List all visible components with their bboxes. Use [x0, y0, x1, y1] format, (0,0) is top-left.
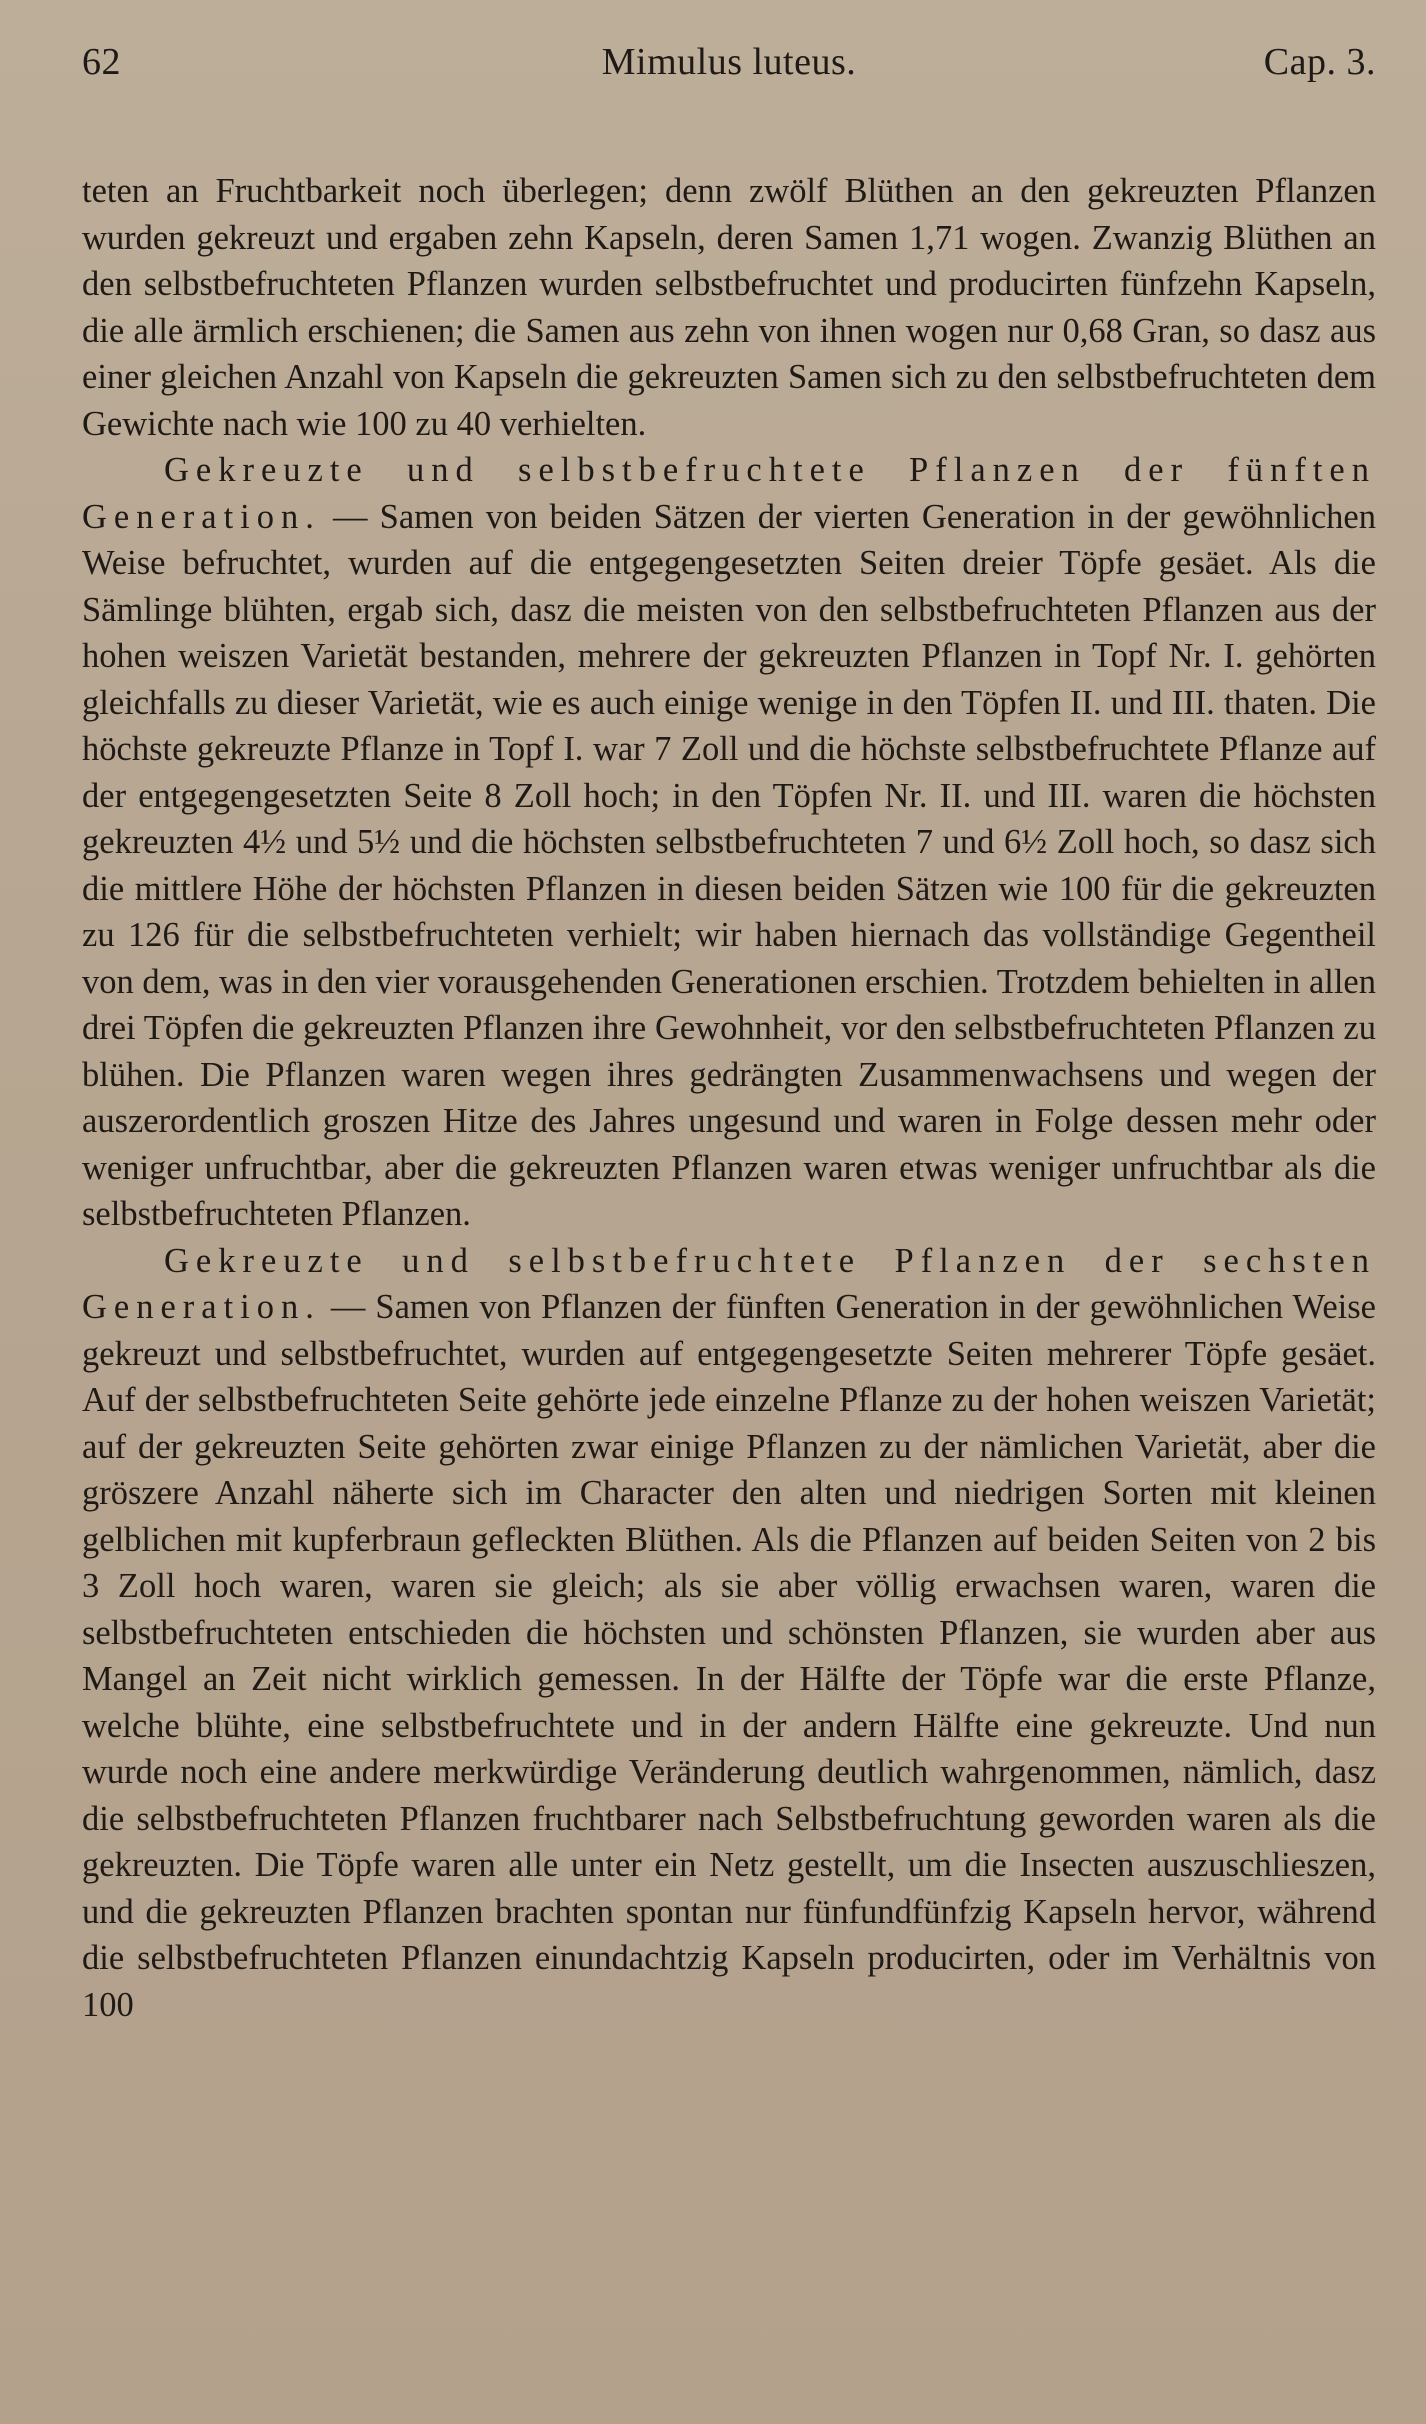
body-text — [82, 168, 1376, 2028]
paragraph-continuation — [82, 168, 1376, 447]
paragraph-text: teten an Fruchtbarkeit noch überlegen; denn zwölf Blüthen an den gekreuzten Pflanzen wurden gekreuzt und ergaben zehn Kapseln, deren Samen 1,71 wogen. Zwanzig Blüthen an den selbstbefruchteten Pflanzen wurden selbstbefruchtet und producirten fünfzehn Kapseln, die alle ärmlich erschienen; die Samen aus zehn von ihnen wogen nur 0,68 Gran, so dasz aus einer gleichen Anzahl von Kapseln die gekreuzten Samen sich zu den selbstbefruchteten dem Gewichte nach wie 100 zu 40 verhielten. — [82, 172, 1376, 443]
paragraph-fifth-generation — [82, 447, 1376, 1238]
section-heading: Gekreuzte und selbstbefruchtete Pflanzen der fünften Generation. — [82, 451, 1376, 536]
running-header — [82, 32, 1376, 92]
paragraph-sixth-generation — [82, 1238, 1376, 2029]
paragraph-text: — Samen von beiden Sätzen der vierten Generation in der gewöhnlichen Weise befruchtet, wurden auf die entgegengesetzten Seiten dreier Töpfe gesäet. Als die Sämlinge blühten, ergab sich, dasz die meisten von den selbstbefruchteten Pflanzen aus der hohen weiszen Varietät bestanden, mehrere der gekreuzten Pflanzen in Topf Nr. I. gehörten gleichfalls zu dieser Varietät, wie es auch einige wenige in den Töpfen II. und III. thaten. Die höchste gekreuzte Pflanze in Topf I. war 7 Zoll und die höchste selbstbefruchtete Pflanze auf der entgegengesetzten Seite 8 Zoll hoch; in den Töpfen Nr. II. und III. waren die höchsten gekreuzten 4½ und 5½ und die höchsten selbstbefruchteten 7 und 6½ Zoll hoch, so dasz sich die mittlere Höhe der höchsten Pflanzen in diesen beiden Sätzen wie 100 für die gekreuzten zu 126 für die selbstbefruchteten verhielt; wir haben hiernach das vollständige Gegentheil von dem, was in den vier vorausgehenden Generationen erschien. Trotzdem behielten in allen drei Töpfen die gekreuzten Pflanzen ihre Gewohnheit, vor den selbstbefruchteten Pflanzen zu blühen. Die Pflanzen waren wegen ihres gedrängten Zusammenwachsens und wegen der auszerordentlich groszen Hitze des Jahres ungesund und waren in Folge dessen mehr oder weniger unfruchtbar, aber die gekreuzten Pflanzen waren etwas weniger unfruchtbar als die selbstbefruchteten Pflanzen. — [82, 497, 1376, 1233]
page-number: 62 — [82, 41, 121, 83]
section-heading: Gekreuzte und selbstbefruchtete Pflanzen der sechsten Generation. — [82, 1241, 1376, 1326]
paragraph-text: — Samen von Pflanzen der fünften Generation in der gewöhnlichen Weise gekreuzt und selbstbefruchtet, wurden auf entgegengesetzte Seiten mehrerer Töpfe gesäet. Auf der selbstbefruchteten Seite gehörte jede einzelne Pflanze zu der hohen weiszen Varietät; auf der gekreuzten Seite gehörten zwar einige Pflanzen zu der nämlichen Varietät, aber die gröszere Anzahl näherte sich im Character den alten und niedrigen Sorten mit kleinen gelblichen mit kupferbraun gefleckten Blüthen. Als die Pflanzen auf beiden Seiten von 2 bis 3 Zoll hoch waren, waren sie gleich; als sie aber völlig erwachsen waren, waren die selbstbefruchteten entschieden die höchsten und schönsten Pflanzen, sie wurden aber aus Mangel an Zeit nicht wirklich gemessen. In der Hälfte der Töpfe war die erste Pflanze, welche blühte, eine selbstbefruchtete und in der andern Hälfte eine gekreuzte. Und nun wurde noch eine andere merkwürdige Veränderung deutlich wahrgenommen, nämlich, dasz die selbstbefruchteten Pflanzen fruchtbarer nach Selbstbefruchtung geworden waren als die gekreuzten. Die Töpfe waren alle unter ein Netz gestellt, um die Insecten auszuschlieszen, und die gekreuzten Pflanzen brachten spontan nur fünfundfünfzig Kapseln hervor, während die selbstbefruchteten Pflanzen einundachtzig Kapseln producirten, oder im Verhältnis von 100 — [82, 1288, 1376, 2024]
chapter-label: Cap. 3. — [1263, 41, 1376, 83]
running-title: Mimulus luteus. — [601, 41, 857, 83]
